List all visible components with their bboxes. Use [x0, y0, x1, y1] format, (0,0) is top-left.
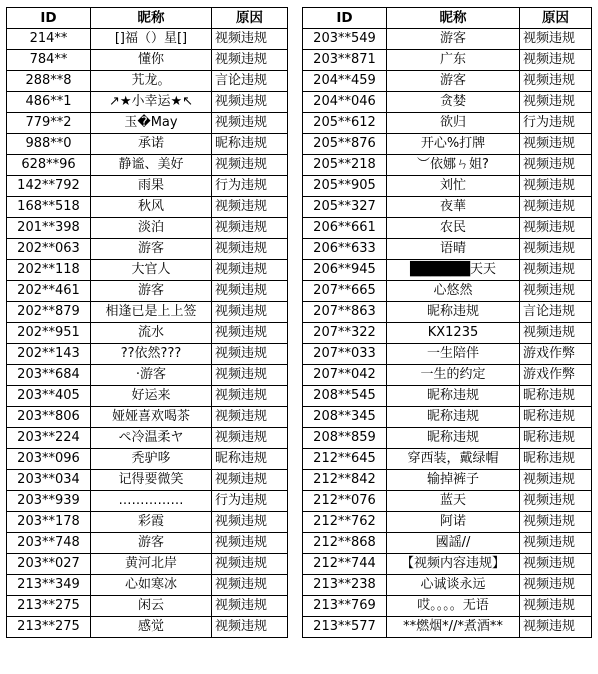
cell-reason: 视频违规: [520, 260, 592, 281]
cell-nickname: 广东: [387, 50, 520, 71]
cell-reason: 视频违规: [212, 617, 288, 638]
cell-nickname: 欲归: [387, 113, 520, 134]
cell-nickname: 秃驴哆: [91, 449, 212, 470]
cell-reason: 视频违规: [520, 239, 592, 260]
left-table-body: [7, 29, 288, 638]
cell-id: 212**076: [303, 491, 387, 512]
cell-nickname: 相逢已是上上签: [91, 302, 212, 323]
cell-id: 204**046: [303, 92, 387, 113]
cell-nickname: 阿诺: [387, 512, 520, 533]
table-row: [303, 575, 592, 596]
cell-id: 168**518: [7, 197, 91, 218]
cell-nickname: 感觉: [91, 617, 212, 638]
cell-reason: 视频违规: [212, 344, 288, 365]
cell-reason: 视频违规: [520, 281, 592, 302]
cell-reason: 视频违规: [520, 197, 592, 218]
cell-id: 213**275: [7, 617, 91, 638]
cell-id: 779**2: [7, 113, 91, 134]
cell-reason: 视频违规: [520, 218, 592, 239]
table-row: [7, 134, 288, 155]
cell-nickname: 懂你: [91, 50, 212, 71]
cell-id: 202**143: [7, 344, 91, 365]
table-row: [303, 71, 592, 92]
cell-id: 206**661: [303, 218, 387, 239]
cell-id: 205**876: [303, 134, 387, 155]
table-row: [7, 302, 288, 323]
table-row: [303, 491, 592, 512]
table-row: [303, 29, 592, 50]
cell-id: 203**027: [7, 554, 91, 575]
table-row: [7, 491, 288, 512]
cell-reason: 视频违规: [212, 533, 288, 554]
cell-nickname: 刘忙: [387, 176, 520, 197]
cell-id: 203**748: [7, 533, 91, 554]
cell-nickname: 大官人: [91, 260, 212, 281]
cell-nickname: 静谧、美好: [91, 155, 212, 176]
table-row: [7, 176, 288, 197]
cell-nickname: 雨果: [91, 176, 212, 197]
cell-reason: 视频违规: [212, 365, 288, 386]
cell-nickname: 输掉裤子: [387, 470, 520, 491]
table-row: [7, 50, 288, 71]
cell-nickname: 秋风: [91, 197, 212, 218]
cell-reason: 昵称违规: [520, 407, 592, 428]
cell-id: 213**769: [303, 596, 387, 617]
cell-id: 206**945: [303, 260, 387, 281]
cell-nickname: 游客: [387, 29, 520, 50]
cell-id: 203**096: [7, 449, 91, 470]
cell-reason: 视频违规: [520, 29, 592, 50]
cell-id: 207**033: [303, 344, 387, 365]
cell-id: 288**8: [7, 71, 91, 92]
cell-nickname: 黄河北岸: [91, 554, 212, 575]
cell-nickname: 记得要微笑: [91, 470, 212, 491]
cell-id: 207**042: [303, 365, 387, 386]
cell-reason: 视频违规: [520, 92, 592, 113]
right-table: [302, 7, 592, 638]
cell-nickname: ペ冷温柔ヤ: [91, 428, 212, 449]
cell-nickname: ??依然???: [91, 344, 212, 365]
cell-reason: 言论违规: [520, 302, 592, 323]
cell-nickname: ……………: [91, 491, 212, 512]
header-row: [7, 8, 288, 29]
cell-id: 203**224: [7, 428, 91, 449]
cell-reason: 昵称违规: [520, 386, 592, 407]
cell-reason: 视频违规: [520, 533, 592, 554]
cell-nickname: 昵称违规: [387, 302, 520, 323]
left-table: [6, 7, 288, 638]
cell-reason: 视频违规: [212, 239, 288, 260]
cell-reason: 视频违规: [212, 29, 288, 50]
cell-reason: 视频违规: [520, 71, 592, 92]
cell-id: 204**459: [303, 71, 387, 92]
cell-id: 205**612: [303, 113, 387, 134]
cell-reason: 视频违规: [520, 470, 592, 491]
cell-nickname: 心诚谈永远: [387, 575, 520, 596]
cell-reason: 视频违规: [212, 113, 288, 134]
table-row: [303, 449, 592, 470]
cell-reason: 视频违规: [212, 428, 288, 449]
cell-nickname: 娅娅喜欢喝茶: [91, 407, 212, 428]
cell-id: 784**: [7, 50, 91, 71]
table-row: [7, 155, 288, 176]
header-id: ID: [7, 8, 91, 29]
table-row: [7, 512, 288, 533]
cell-id: 213**349: [7, 575, 91, 596]
cell-id: 486**1: [7, 92, 91, 113]
cell-nickname: 【视频内容违规】: [387, 554, 520, 575]
cell-reason: 视频违规: [212, 281, 288, 302]
cell-reason: 视频违规: [520, 617, 592, 638]
table-row: [7, 617, 288, 638]
cell-nickname: 游客: [387, 71, 520, 92]
cell-nickname: 游客: [91, 533, 212, 554]
cell-nickname: 蓝天: [387, 491, 520, 512]
cell-reason: 视频违规: [212, 554, 288, 575]
cell-reason: 视频违规: [212, 218, 288, 239]
table-row: [7, 260, 288, 281]
cell-reason: 视频违规: [212, 470, 288, 491]
table-row: [7, 575, 288, 596]
table-row: [7, 386, 288, 407]
table-row: [303, 50, 592, 71]
cell-reason: 视频违规: [212, 260, 288, 281]
table-row: [303, 176, 592, 197]
cell-id: 212**868: [303, 533, 387, 554]
cell-id: 213**238: [303, 575, 387, 596]
cell-nickname: 夜華: [387, 197, 520, 218]
cell-id: 207**665: [303, 281, 387, 302]
cell-reason: 视频违规: [212, 386, 288, 407]
cell-nickname: 心如寒冰: [91, 575, 212, 596]
cell-id: 205**218: [303, 155, 387, 176]
cell-nickname: 穿西装，戴绿帽: [387, 449, 520, 470]
cell-reason: 视频违规: [212, 512, 288, 533]
header-nickname: 昵称: [387, 8, 520, 29]
cell-reason: 视频违规: [212, 575, 288, 596]
table-row: [303, 218, 592, 239]
cell-nickname: **燃烟*//*煮酒**: [387, 617, 520, 638]
cell-nickname: 艽龙。: [91, 71, 212, 92]
cell-reason: 视频违规: [520, 491, 592, 512]
cell-nickname: 彩霞: [91, 512, 212, 533]
cell-id: 203**806: [7, 407, 91, 428]
cell-id: 202**951: [7, 323, 91, 344]
table-row: [7, 344, 288, 365]
cell-id: 207**863: [303, 302, 387, 323]
cell-id: 203**684: [7, 365, 91, 386]
cell-reason: 视频违规: [212, 155, 288, 176]
header-id: ID: [303, 8, 387, 29]
cell-reason: 视频违规: [212, 323, 288, 344]
table-row: [303, 239, 592, 260]
table-row: [303, 554, 592, 575]
cell-nickname: 淡泊: [91, 218, 212, 239]
table-row: [7, 365, 288, 386]
cell-nickname: ·游客: [91, 365, 212, 386]
cell-id: 628**96: [7, 155, 91, 176]
cell-reason: 视频违规: [520, 134, 592, 155]
cell-id: 202**063: [7, 239, 91, 260]
cell-id: 212**762: [303, 512, 387, 533]
cell-reason: 视频违规: [520, 554, 592, 575]
cell-nickname: 游客: [91, 281, 212, 302]
cell-id: 988**0: [7, 134, 91, 155]
cell-nickname: KX1235: [387, 323, 520, 344]
cell-id: 206**633: [303, 239, 387, 260]
table-row: [7, 533, 288, 554]
table-row: [7, 428, 288, 449]
cell-id: 142**792: [7, 176, 91, 197]
cell-nickname: 闲云: [91, 596, 212, 617]
cell-id: 202**118: [7, 260, 91, 281]
cell-id: 212**744: [303, 554, 387, 575]
cell-id: 208**859: [303, 428, 387, 449]
cell-nickname: ︶依娜ㄣ姐?: [387, 155, 520, 176]
cell-nickname: 贪婪: [387, 92, 520, 113]
cell-id: 213**577: [303, 617, 387, 638]
cell-reason: 视频违规: [520, 50, 592, 71]
cell-reason: 视频违规: [520, 323, 592, 344]
table-row: [7, 71, 288, 92]
cell-nickname: 昵称违规: [387, 407, 520, 428]
cell-nickname: 农民: [387, 218, 520, 239]
cell-id: 212**842: [303, 470, 387, 491]
table-row: [303, 134, 592, 155]
cell-nickname: 哎。。。。无语: [387, 596, 520, 617]
table-row: [7, 92, 288, 113]
table-row: [303, 512, 592, 533]
cell-nickname: 昵称违规: [387, 428, 520, 449]
table-row: [303, 281, 592, 302]
cell-reason: 言论违规: [212, 71, 288, 92]
cell-reason: 昵称违规: [520, 449, 592, 470]
cell-id: 214**: [7, 29, 91, 50]
cell-reason: 行为违规: [520, 113, 592, 134]
table-row: [7, 113, 288, 134]
table-row: [7, 218, 288, 239]
cell-reason: 视频违规: [520, 596, 592, 617]
table-row: [303, 428, 592, 449]
cell-nickname: 心悠然: [387, 281, 520, 302]
cell-reason: 昵称违规: [520, 428, 592, 449]
table-row: [303, 470, 592, 491]
cell-nickname: 一生的约定: [387, 365, 520, 386]
cell-nickname: 游客: [91, 239, 212, 260]
cell-id: 202**461: [7, 281, 91, 302]
table-row: [303, 344, 592, 365]
cell-reason: 视频违规: [520, 512, 592, 533]
cell-nickname: ██████天天: [387, 260, 520, 281]
cell-reason: 昵称违规: [212, 449, 288, 470]
table-row: [303, 386, 592, 407]
table-row: [303, 596, 592, 617]
cell-id: 203**549: [303, 29, 387, 50]
cell-nickname: 一生陪伴: [387, 344, 520, 365]
header-nickname: 昵称: [91, 8, 212, 29]
cell-id: 208**545: [303, 386, 387, 407]
table-row: [303, 155, 592, 176]
cell-id: 203**405: [7, 386, 91, 407]
header-reason: 原因: [212, 8, 288, 29]
cell-reason: 视频违规: [212, 302, 288, 323]
table-row: [7, 197, 288, 218]
cell-nickname: 昵称违规: [387, 386, 520, 407]
table-row: [7, 470, 288, 491]
cell-id: 203**178: [7, 512, 91, 533]
table-row: [303, 323, 592, 344]
cell-reason: 行为违规: [212, 491, 288, 512]
table-row: [303, 260, 592, 281]
cell-reason: 视频违规: [520, 575, 592, 596]
cell-reason: 视频违规: [212, 92, 288, 113]
right-table-body: [303, 29, 592, 638]
cell-id: 212**645: [303, 449, 387, 470]
table-row: [7, 554, 288, 575]
cell-nickname: 承诺: [91, 134, 212, 155]
cell-reason: 视频违规: [212, 407, 288, 428]
cell-reason: 行为违规: [212, 176, 288, 197]
cell-reason: 视频违规: [212, 50, 288, 71]
table-row: [7, 29, 288, 50]
cell-reason: 视频违规: [520, 176, 592, 197]
cell-id: 205**327: [303, 197, 387, 218]
cell-id: 202**879: [7, 302, 91, 323]
cell-reason: 昵称违规: [212, 134, 288, 155]
cell-reason: 视频违规: [212, 596, 288, 617]
cell-id: 208**345: [303, 407, 387, 428]
table-row: [303, 302, 592, 323]
cell-nickname: 國謡//: [387, 533, 520, 554]
table-row: [303, 533, 592, 554]
cell-reason: 视频违规: [212, 197, 288, 218]
cell-id: 207**322: [303, 323, 387, 344]
cell-nickname: 流水: [91, 323, 212, 344]
table-row: [7, 239, 288, 260]
cell-nickname: 语晴: [387, 239, 520, 260]
table-row: [7, 323, 288, 344]
cell-nickname: 玉�May: [91, 113, 212, 134]
table-row: [303, 407, 592, 428]
table-row: [7, 449, 288, 470]
cell-id: 205**905: [303, 176, 387, 197]
cell-id: 203**871: [303, 50, 387, 71]
cell-reason: 游戏作弊: [520, 365, 592, 386]
cell-reason: 游戏作弊: [520, 344, 592, 365]
table-row: [303, 92, 592, 113]
table-row: [7, 596, 288, 617]
table-row: [303, 617, 592, 638]
cell-nickname: 好运来: [91, 386, 212, 407]
table-row: [7, 281, 288, 302]
table-row: [7, 407, 288, 428]
cell-nickname: ↗★小幸运★↖: [91, 92, 212, 113]
cell-nickname: 开心%打牌: [387, 134, 520, 155]
cell-id: 203**939: [7, 491, 91, 512]
cell-id: 213**275: [7, 596, 91, 617]
table-row: [303, 365, 592, 386]
table-row: [303, 113, 592, 134]
table-row: [303, 197, 592, 218]
cell-reason: 视频违规: [520, 155, 592, 176]
header-row: [303, 8, 592, 29]
header-reason: 原因: [520, 8, 592, 29]
cell-id: 201**398: [7, 218, 91, 239]
cell-nickname: []福（）星[]: [91, 29, 212, 50]
cell-id: 203**034: [7, 470, 91, 491]
